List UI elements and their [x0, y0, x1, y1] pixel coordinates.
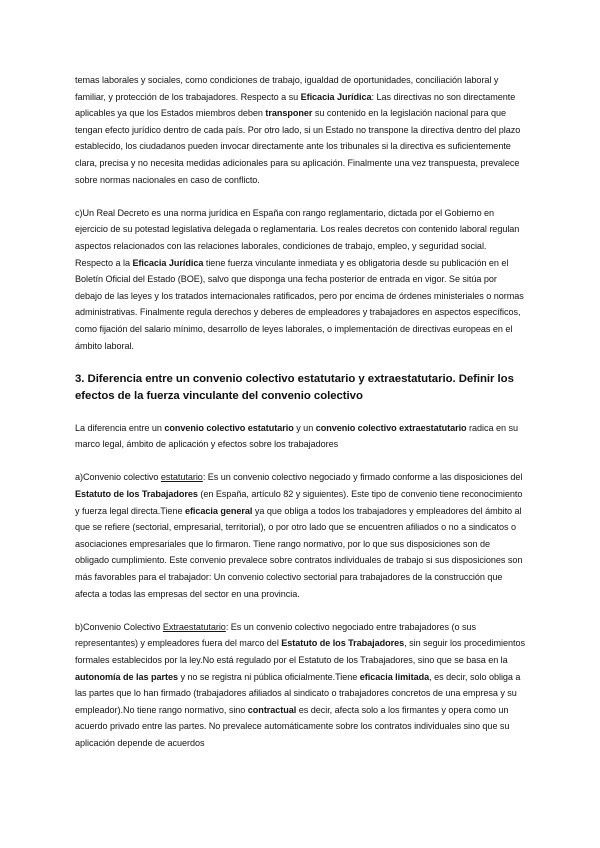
bold-text: Eficacia Jurídica: [300, 91, 372, 102]
bold-text: convenio colectivo estatutario: [164, 422, 294, 433]
text-run: La diferencia entre un: [75, 422, 165, 433]
underlined-text: Extraestatutario: [162, 621, 226, 632]
underlined-text: estatutario: [160, 472, 203, 483]
paragraph-extraestatutario: [75, 619, 525, 752]
text-run: (en España, artículo 82 y siguientes). Este tipo de convenio tiene reconocimiento y fuerza legal directa.Tiene: [75, 489, 523, 516]
bold-text: contractual: [247, 704, 297, 715]
text-run: es decir, afecta solo a los firmantes y opera como un acuerdo privado entre las partes. No prevalece automáticamente sobre los contratos individuales sino que su aplicación depende de acuerdos: [75, 704, 510, 748]
paragraph-estatutario: [75, 469, 525, 602]
text-run: , sin seguir los procedimientos formales establecidos por la ley.No está regulado por el Estatuto de los Trabajadores, sino que se basa en la: [75, 638, 525, 665]
text-run: ya que obliga a todos los trabajadores y empleadores del ámbito al que se refiere (sectorial, empresarial, territorial), o por otro lado que se encuentren afiliados o no a sindicatos o asociaciones empresariales que lo firmaron. Tiene rango normativo, por lo que sus disposiciones son de obligado cumplimiento. Este convenio prevalece sobre contratos individuales de trabajo si sus disposiciones son más favorables para el trabajador: Un convenio colectivo sectorial para trabajadores de la construcción que afecta a todas las empresas del sector en una provincia.: [75, 505, 523, 599]
text-run: : Las directivas no son directamente aplicables ya que los Estados miembros deben: [75, 91, 516, 119]
text-run: tiene fuerza vinculante inmediata y es obligatoria desde su publicación en el Boletín Oficial del Estado (BOE), salvo que disponga una fecha posterior de entrada en vigor. Se sitúa por debajo de las leyes y los tratados internacionales ratificados, pero por encima de órdenes ministeriales o normas administrativas. Finalmente regula derechos y deberes de empleadores y trabajadores en aspectos específicos, como fijación del salario mínimo, desarrollo de leyes laborales, o implementación de directivas europeas en el ámbito laboral.: [75, 257, 524, 351]
text-run: temas laborales y sociales, como condiciones de trabajo, igualdad de oportunidades, conciliación laboral y familiar, y protección de los trabajadores. Respecto a su: [75, 75, 499, 102]
section-heading: 3. Diferencia entre un convenio colectivo estatutario y extraestatutario. Definir los efectos de la fuerza vinculante del convenio colectivo: [75, 372, 514, 402]
text-run: su contenido en la legislación nacional para que tengan efecto jurídico dentro de cada país. Por otro lado, si un Estado no transpone la directiva dentro del plazo establecido, los ciudadanos pueden invocar directamente ante los tribunales si la directiva es suficientemente clara, precisa y no necesita medidas adicionales para su aplicación. Finalmente una vez transpuesta, prevalece sobre normas nacionales en caso de conflicto.: [75, 108, 521, 185]
text-run: y no se registra ni pública oficialmente.Tiene: [177, 671, 360, 682]
bold-text: convenio colectivo extraestatutario: [315, 422, 467, 433]
bold-text: autonomía de las partes: [75, 671, 178, 682]
document-body: [75, 72, 525, 768]
text-run: : Es un convenio colectivo negociado y firmado conforme a las disposiciones del: [202, 472, 523, 483]
text-run: b)Convenio Colectivo: [75, 621, 163, 632]
text-run: c)Un Real Decreto es una norma jurídica en España con rango reglamentario, dictada por el Gobierno en ejercicio de su potestad legislativa delegada o reglamentaria. Los reales decretos con contenido laboral regulan aspectos relacionados con las relaciones laborales, condiciones de trabajo, empleo, y seguridad social. Respecto a la: [75, 207, 520, 268]
bold-text: Eficacia Jurídica: [132, 257, 204, 268]
bold-text: Estatuto de los Trabajadores: [75, 489, 198, 500]
bold-text: eficacia general: [184, 505, 253, 516]
text-run: y un: [293, 422, 316, 433]
text-run: radica en su marco legal, ámbito de aplicación y efectos sobre los trabajadores: [75, 422, 518, 450]
bold-text: eficacia limitada: [359, 671, 430, 682]
bold-text: Estatuto de los Trabajadores: [281, 638, 405, 649]
paragraph-real-decreto: [75, 205, 525, 354]
text-run: a)Convenio colectivo: [75, 472, 161, 483]
text-run: : Es un convenio colectivo negociado entre trabajadores (o sus representantes) y empleadores fuera del marco del: [75, 621, 476, 649]
paragraph-directivas: [75, 72, 525, 188]
bold-text: transponer: [265, 108, 313, 119]
paragraph-diferencia: [75, 420, 525, 453]
text-run: , es decir, solo obliga a las partes que lo han firmado (trabajadores afiliados al sindicato o trabajadores concretos de una empresa y su empleador).No tiene rango normativo, sino: [75, 671, 521, 715]
